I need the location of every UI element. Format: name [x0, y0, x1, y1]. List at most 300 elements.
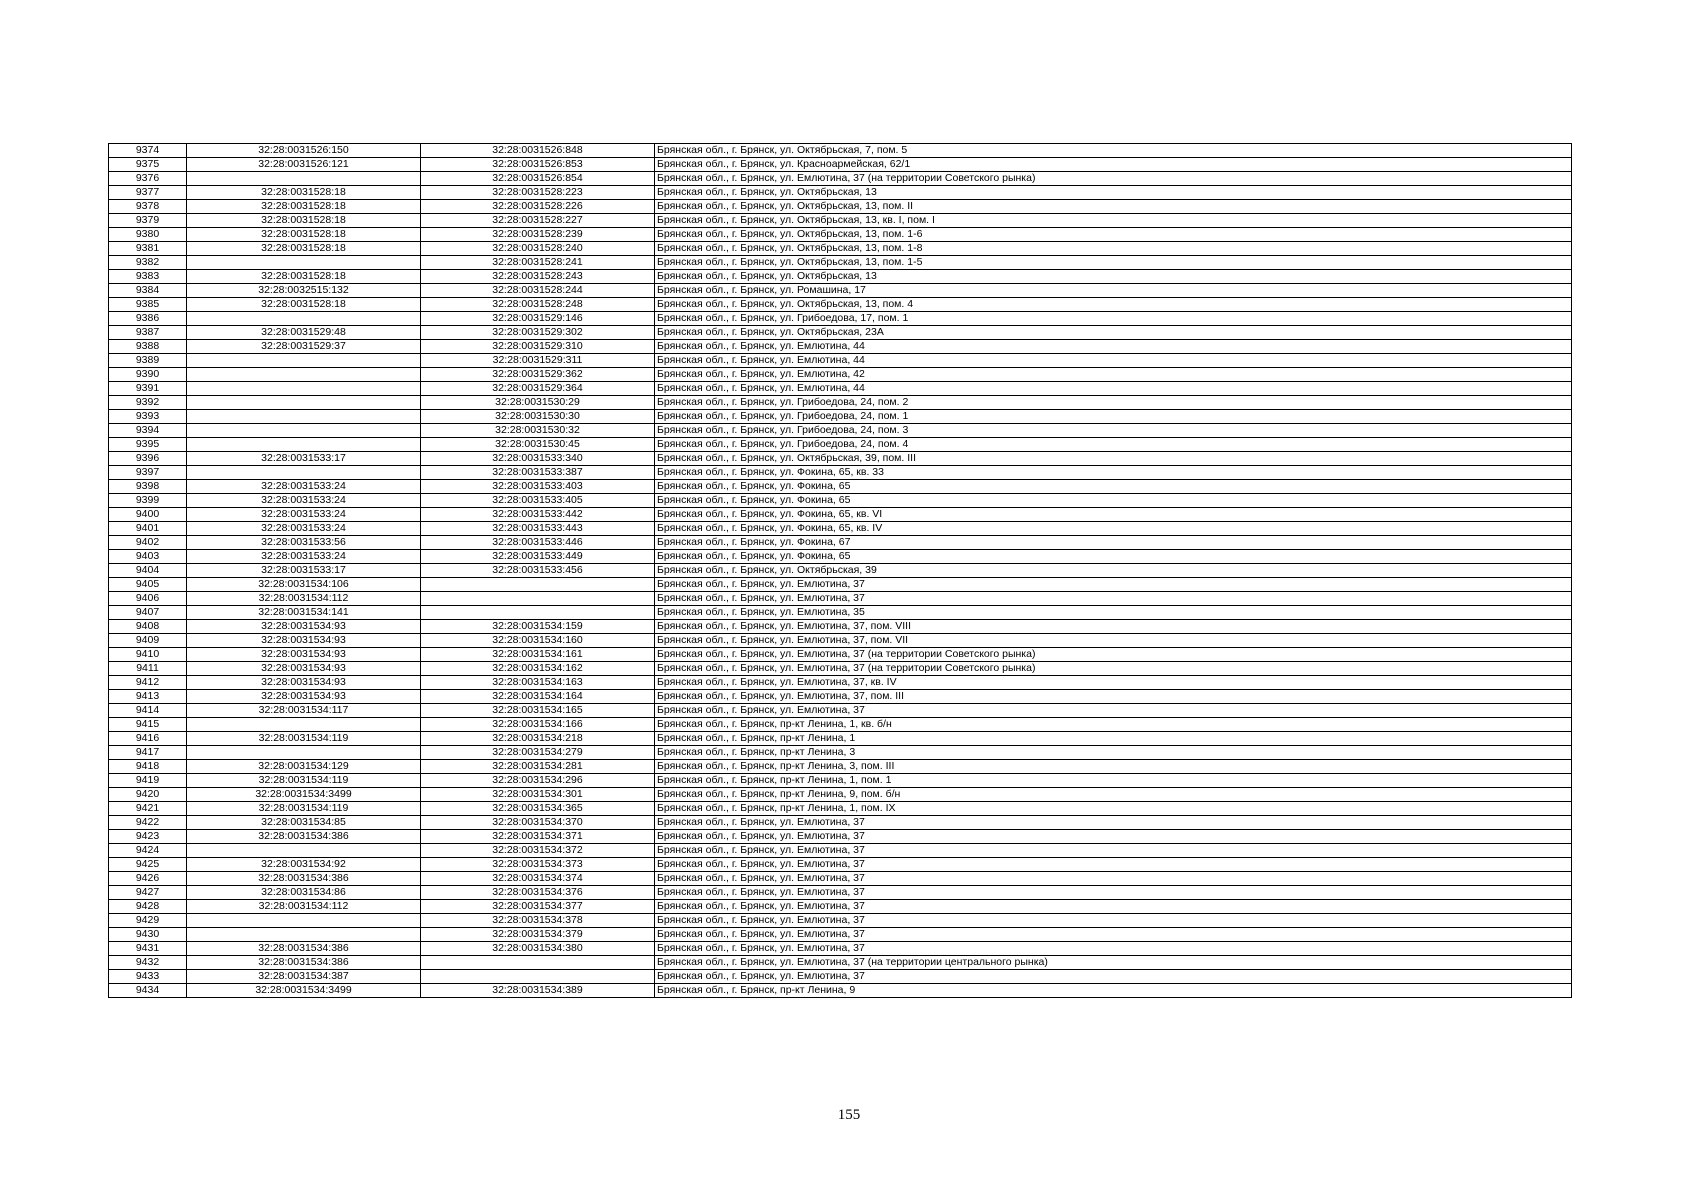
address-cell: Брянская обл., г. Брянск, ул. Октябрьская, 13, пом. 4	[655, 298, 1572, 312]
address-cell: Брянская обл., г. Брянск, ул. Октябрьская, 13, кв. I, пом. I	[655, 214, 1572, 228]
row-number-cell: 9376	[109, 172, 187, 186]
object-cadastral-number-cell	[421, 606, 655, 620]
object-cadastral-number-cell: 32:28:0031526:848	[421, 144, 655, 158]
object-cadastral-number-cell: 32:28:0031534:159	[421, 620, 655, 634]
land-cadastral-number-cell: 32:28:0031534:119	[187, 732, 421, 746]
land-cadastral-number-cell: 32:28:0031534:386	[187, 956, 421, 970]
object-cadastral-number-cell: 32:28:0031534:281	[421, 760, 655, 774]
address-cell: Брянская обл., г. Брянск, ул. Емлютина, 37	[655, 830, 1572, 844]
table-row	[109, 494, 1572, 508]
object-cadastral-number-cell: 32:28:0031533:456	[421, 564, 655, 578]
row-number-cell: 9388	[109, 340, 187, 354]
address-cell: Брянская обл., г. Брянск, ул. Емлютина, 37	[655, 942, 1572, 956]
land-cadastral-number-cell: 32:28:0031534:141	[187, 606, 421, 620]
row-number-cell: 9415	[109, 718, 187, 732]
table-row	[109, 452, 1572, 466]
row-number-cell: 9374	[109, 144, 187, 158]
land-cadastral-number-cell	[187, 718, 421, 732]
row-number-cell: 9379	[109, 214, 187, 228]
land-cadastral-number-cell: 32:28:0031533:24	[187, 550, 421, 564]
row-number-cell: 9425	[109, 858, 187, 872]
land-cadastral-number-cell	[187, 844, 421, 858]
row-number-cell: 9381	[109, 242, 187, 256]
object-cadastral-number-cell: 32:28:0031528:241	[421, 256, 655, 270]
table-row	[109, 956, 1572, 970]
address-cell: Брянская обл., г. Брянск, ул. Красноармейская, 62/1	[655, 158, 1572, 172]
address-cell: Брянская обл., г. Брянск, ул. Емлютина, 37	[655, 886, 1572, 900]
table-row	[109, 704, 1572, 718]
table-row	[109, 592, 1572, 606]
row-number-cell: 9422	[109, 816, 187, 830]
table-row	[109, 144, 1572, 158]
table-row	[109, 550, 1572, 564]
row-number-cell: 9431	[109, 942, 187, 956]
object-cadastral-number-cell: 32:28:0031534:370	[421, 816, 655, 830]
land-cadastral-number-cell: 32:28:0031534:93	[187, 648, 421, 662]
land-cadastral-number-cell: 32:28:0031534:93	[187, 634, 421, 648]
page-number: 155	[837, 1107, 861, 1123]
object-cadastral-number-cell: 32:28:0031533:449	[421, 550, 655, 564]
land-cadastral-number-cell: 32:28:0031533:24	[187, 480, 421, 494]
object-cadastral-number-cell: 32:28:0031534:162	[421, 662, 655, 676]
land-cadastral-number-cell	[187, 382, 421, 396]
row-number-cell: 9424	[109, 844, 187, 858]
address-cell: Брянская обл., г. Брянск, пр-кт Ленина, 9	[655, 984, 1572, 998]
object-cadastral-number-cell: 32:28:0031534:376	[421, 886, 655, 900]
table-row	[109, 410, 1572, 424]
table-row	[109, 396, 1572, 410]
object-cadastral-number-cell: 32:28:0031526:854	[421, 172, 655, 186]
address-cell: Брянская обл., г. Брянск, ул. Октябрьская, 13	[655, 186, 1572, 200]
object-cadastral-number-cell	[421, 592, 655, 606]
table-row	[109, 788, 1572, 802]
row-number-cell: 9378	[109, 200, 187, 214]
table-row	[109, 844, 1572, 858]
land-cadastral-number-cell	[187, 256, 421, 270]
row-number-cell: 9421	[109, 802, 187, 816]
land-cadastral-number-cell: 32:28:0031534:112	[187, 592, 421, 606]
object-cadastral-number-cell: 32:28:0031528:227	[421, 214, 655, 228]
object-cadastral-number-cell: 32:28:0031533:340	[421, 452, 655, 466]
object-cadastral-number-cell: 32:28:0031534:372	[421, 844, 655, 858]
table-row	[109, 228, 1572, 242]
address-cell: Брянская обл., г. Брянск, ул. Емлютина, 35	[655, 606, 1572, 620]
object-cadastral-number-cell: 32:28:0031533:443	[421, 522, 655, 536]
row-number-cell: 9396	[109, 452, 187, 466]
row-number-cell: 9382	[109, 256, 187, 270]
row-number-cell: 9399	[109, 494, 187, 508]
row-number-cell: 9417	[109, 746, 187, 760]
table-row	[109, 928, 1572, 942]
object-cadastral-number-cell	[421, 956, 655, 970]
object-cadastral-number-cell: 32:28:0031534:378	[421, 914, 655, 928]
table-row	[109, 760, 1572, 774]
address-cell: Брянская обл., г. Брянск, ул. Емлютина, 37 (на территории Советского рынка)	[655, 648, 1572, 662]
land-cadastral-number-cell: 32:28:0031528:18	[187, 228, 421, 242]
land-cadastral-number-cell	[187, 172, 421, 186]
address-cell: Брянская обл., г. Брянск, ул. Грибоедова, 24, пом. 3	[655, 424, 1572, 438]
object-cadastral-number-cell: 32:28:0031534:374	[421, 872, 655, 886]
object-cadastral-number-cell: 32:28:0031528:223	[421, 186, 655, 200]
table-row	[109, 802, 1572, 816]
address-cell: Брянская обл., г. Брянск, пр-кт Ленина, 1, пом. 1	[655, 774, 1572, 788]
land-cadastral-number-cell: 32:28:0031526:150	[187, 144, 421, 158]
address-cell: Брянская обл., г. Брянск, ул. Фокина, 65	[655, 480, 1572, 494]
table-row	[109, 914, 1572, 928]
table-row	[109, 312, 1572, 326]
object-cadastral-number-cell: 32:28:0031529:302	[421, 326, 655, 340]
address-cell: Брянская обл., г. Брянск, ул. Емлютина, 37, пом. III	[655, 690, 1572, 704]
address-cell: Брянская обл., г. Брянск, ул. Октябрьская, 13, пом. 1-8	[655, 242, 1572, 256]
object-cadastral-number-cell: 32:28:0031534:379	[421, 928, 655, 942]
address-cell: Брянская обл., г. Брянск, пр-кт Ленина, 3, пом. III	[655, 760, 1572, 774]
land-cadastral-number-cell: 32:28:0031534:3499	[187, 984, 421, 998]
table-row	[109, 858, 1572, 872]
table-row	[109, 634, 1572, 648]
table-row	[109, 158, 1572, 172]
row-number-cell: 9403	[109, 550, 187, 564]
object-cadastral-number-cell: 32:28:0031528:240	[421, 242, 655, 256]
row-number-cell: 9410	[109, 648, 187, 662]
table-row	[109, 508, 1572, 522]
row-number-cell: 9434	[109, 984, 187, 998]
land-cadastral-number-cell: 32:28:0031534:106	[187, 578, 421, 592]
row-number-cell: 9393	[109, 410, 187, 424]
land-cadastral-number-cell	[187, 312, 421, 326]
row-number-cell: 9408	[109, 620, 187, 634]
table-row	[109, 816, 1572, 830]
row-number-cell: 9402	[109, 536, 187, 550]
table-row	[109, 564, 1572, 578]
row-number-cell: 9377	[109, 186, 187, 200]
row-number-cell: 9406	[109, 592, 187, 606]
property-registry-table	[108, 143, 1572, 998]
object-cadastral-number-cell: 32:28:0031534:380	[421, 942, 655, 956]
row-number-cell: 9412	[109, 676, 187, 690]
land-cadastral-number-cell: 32:28:0031528:18	[187, 298, 421, 312]
row-number-cell: 9428	[109, 900, 187, 914]
row-number-cell: 9395	[109, 438, 187, 452]
row-number-cell: 9413	[109, 690, 187, 704]
table-row	[109, 886, 1572, 900]
row-number-cell: 9397	[109, 466, 187, 480]
table-row	[109, 620, 1572, 634]
land-cadastral-number-cell	[187, 410, 421, 424]
address-cell: Брянская обл., г. Брянск, ул. Емлютина, 37	[655, 914, 1572, 928]
table-row	[109, 872, 1572, 886]
land-cadastral-number-cell: 32:28:0031528:18	[187, 214, 421, 228]
object-cadastral-number-cell: 32:28:0031529:310	[421, 340, 655, 354]
row-number-cell: 9414	[109, 704, 187, 718]
row-number-cell: 9398	[109, 480, 187, 494]
land-cadastral-number-cell: 32:28:0031534:119	[187, 802, 421, 816]
table-row	[109, 648, 1572, 662]
object-cadastral-number-cell: 32:28:0031533:403	[421, 480, 655, 494]
address-cell: Брянская обл., г. Брянск, ул. Октябрьская, 13	[655, 270, 1572, 284]
address-cell: Брянская обл., г. Брянск, ул. Октябрьская, 13, пом. 1-6	[655, 228, 1572, 242]
land-cadastral-number-cell	[187, 746, 421, 760]
land-cadastral-number-cell: 32:28:0031534:129	[187, 760, 421, 774]
address-cell: Брянская обл., г. Брянск, ул. Емлютина, 37	[655, 578, 1572, 592]
table-row	[109, 480, 1572, 494]
land-cadastral-number-cell: 32:28:0031534:386	[187, 942, 421, 956]
address-cell: Брянская обл., г. Брянск, ул. Емлютина, 42	[655, 368, 1572, 382]
address-cell: Брянская обл., г. Брянск, ул. Фокина, 67	[655, 536, 1572, 550]
object-cadastral-number-cell: 32:28:0031534:373	[421, 858, 655, 872]
table-row	[109, 382, 1572, 396]
object-cadastral-number-cell: 32:28:0031529:311	[421, 354, 655, 368]
address-cell: Брянская обл., г. Брянск, ул. Емлютина, 37	[655, 970, 1572, 984]
row-number-cell: 9419	[109, 774, 187, 788]
row-number-cell: 9407	[109, 606, 187, 620]
address-cell: Брянская обл., г. Брянск, ул. Емлютина, 37 (на территории Советского рынка)	[655, 662, 1572, 676]
address-cell: Брянская обл., г. Брянск, ул. Октябрьская, 23А	[655, 326, 1572, 340]
land-cadastral-number-cell	[187, 368, 421, 382]
table-row	[109, 746, 1572, 760]
land-cadastral-number-cell: 32:28:0031534:117	[187, 704, 421, 718]
object-cadastral-number-cell: 32:28:0031534:166	[421, 718, 655, 732]
address-cell: Брянская обл., г. Брянск, ул. Емлютина, 37	[655, 858, 1572, 872]
object-cadastral-number-cell: 32:28:0031528:239	[421, 228, 655, 242]
land-cadastral-number-cell: 32:28:0031534:86	[187, 886, 421, 900]
address-cell: Брянская обл., г. Брянск, ул. Фокина, 65	[655, 550, 1572, 564]
table-row	[109, 900, 1572, 914]
address-cell: Брянская обл., г. Брянск, ул. Октябрьская, 39	[655, 564, 1572, 578]
address-cell: Брянская обл., г. Брянск, пр-кт Ленина, 9, пом. б/н	[655, 788, 1572, 802]
row-number-cell: 9423	[109, 830, 187, 844]
land-cadastral-number-cell: 32:28:0031528:18	[187, 270, 421, 284]
table-row	[109, 214, 1572, 228]
land-cadastral-number-cell: 32:28:0031534:93	[187, 620, 421, 634]
table-row	[109, 690, 1572, 704]
land-cadastral-number-cell: 32:28:0031534:3499	[187, 788, 421, 802]
row-number-cell: 9380	[109, 228, 187, 242]
object-cadastral-number-cell: 32:28:0031534:164	[421, 690, 655, 704]
address-cell: Брянская обл., г. Брянск, ул. Емлютина, 37	[655, 816, 1572, 830]
table-row	[109, 522, 1572, 536]
row-number-cell: 9426	[109, 872, 187, 886]
table-row	[109, 354, 1572, 368]
address-cell: Брянская обл., г. Брянск, пр-кт Ленина, 3	[655, 746, 1572, 760]
land-cadastral-number-cell	[187, 396, 421, 410]
address-cell: Брянская обл., г. Брянск, ул. Октябрьская, 7, пом. 5	[655, 144, 1572, 158]
address-cell: Брянская обл., г. Брянск, ул. Фокина, 65	[655, 494, 1572, 508]
object-cadastral-number-cell: 32:28:0031534:163	[421, 676, 655, 690]
table-row	[109, 830, 1572, 844]
land-cadastral-number-cell: 32:28:0031534:386	[187, 872, 421, 886]
object-cadastral-number-cell: 32:28:0031530:29	[421, 396, 655, 410]
land-cadastral-number-cell: 32:28:0031534:93	[187, 662, 421, 676]
land-cadastral-number-cell: 32:28:0031526:121	[187, 158, 421, 172]
table-row	[109, 662, 1572, 676]
address-cell: Брянская обл., г. Брянск, ул. Емлютина, 37 (на территории Советского рынка)	[655, 172, 1572, 186]
table-row	[109, 466, 1572, 480]
row-number-cell: 9433	[109, 970, 187, 984]
table-row	[109, 718, 1572, 732]
object-cadastral-number-cell: 32:28:0031534:371	[421, 830, 655, 844]
table-row	[109, 284, 1572, 298]
address-cell: Брянская обл., г. Брянск, ул. Октябрьская, 13, пом. 1-5	[655, 256, 1572, 270]
address-cell: Брянская обл., г. Брянск, ул. Емлютина, 37, пом. VII	[655, 634, 1572, 648]
address-cell: Брянская обл., г. Брянск, ул. Октябрьская, 39, пом. III	[655, 452, 1572, 466]
land-cadastral-number-cell: 32:28:0031529:37	[187, 340, 421, 354]
table-row	[109, 676, 1572, 690]
land-cadastral-number-cell: 32:28:0031534:93	[187, 676, 421, 690]
row-number-cell: 9385	[109, 298, 187, 312]
object-cadastral-number-cell: 32:28:0031534:296	[421, 774, 655, 788]
address-cell: Брянская обл., г. Брянск, ул. Емлютина, 44	[655, 340, 1572, 354]
address-cell: Брянская обл., г. Брянск, ул. Емлютина, 37 (на территории центрального рынка)	[655, 956, 1572, 970]
land-cadastral-number-cell: 32:28:0031534:112	[187, 900, 421, 914]
row-number-cell: 9383	[109, 270, 187, 284]
row-number-cell: 9400	[109, 508, 187, 522]
object-cadastral-number-cell: 32:28:0031533:442	[421, 508, 655, 522]
row-number-cell: 9418	[109, 760, 187, 774]
land-cadastral-number-cell: 32:28:0031534:387	[187, 970, 421, 984]
table-row	[109, 942, 1572, 956]
object-cadastral-number-cell: 32:28:0031530:30	[421, 410, 655, 424]
address-cell: Брянская обл., г. Брянск, ул. Ромашина, 17	[655, 284, 1572, 298]
land-cadastral-number-cell: 32:28:0031533:56	[187, 536, 421, 550]
row-number-cell: 9392	[109, 396, 187, 410]
row-number-cell: 9411	[109, 662, 187, 676]
table-row	[109, 270, 1572, 284]
table-row	[109, 298, 1572, 312]
table-row	[109, 774, 1572, 788]
row-number-cell: 9416	[109, 732, 187, 746]
object-cadastral-number-cell	[421, 970, 655, 984]
land-cadastral-number-cell: 32:28:0031533:17	[187, 452, 421, 466]
row-number-cell: 9404	[109, 564, 187, 578]
object-cadastral-number-cell: 32:28:0031530:32	[421, 424, 655, 438]
land-cadastral-number-cell	[187, 438, 421, 452]
row-number-cell: 9394	[109, 424, 187, 438]
land-cadastral-number-cell: 32:28:0031533:24	[187, 508, 421, 522]
row-number-cell: 9386	[109, 312, 187, 326]
table-row	[109, 172, 1572, 186]
object-cadastral-number-cell: 32:28:0031528:226	[421, 200, 655, 214]
object-cadastral-number-cell: 32:28:0031534:365	[421, 802, 655, 816]
land-cadastral-number-cell: 32:28:0031533:24	[187, 494, 421, 508]
row-number-cell: 9391	[109, 382, 187, 396]
table-row	[109, 606, 1572, 620]
land-cadastral-number-cell: 32:28:0031529:48	[187, 326, 421, 340]
object-cadastral-number-cell: 32:28:0031528:243	[421, 270, 655, 284]
address-cell: Брянская обл., г. Брянск, ул. Октябрьская, 13, пом. II	[655, 200, 1572, 214]
row-number-cell: 9390	[109, 368, 187, 382]
land-cadastral-number-cell: 32:28:0031534:93	[187, 690, 421, 704]
address-cell: Брянская обл., г. Брянск, ул. Емлютина, 37	[655, 928, 1572, 942]
object-cadastral-number-cell: 32:28:0031530:45	[421, 438, 655, 452]
row-number-cell: 9375	[109, 158, 187, 172]
address-cell: Брянская обл., г. Брянск, пр-кт Ленина, 1, пом. IX	[655, 802, 1572, 816]
registry-table-body	[109, 144, 1572, 998]
land-cadastral-number-cell: 32:28:0031534:386	[187, 830, 421, 844]
land-cadastral-number-cell: 32:28:0031528:18	[187, 200, 421, 214]
address-cell: Брянская обл., г. Брянск, ул. Грибоедова, 24, пом. 2	[655, 396, 1572, 410]
object-cadastral-number-cell: 32:28:0031526:853	[421, 158, 655, 172]
table-row	[109, 186, 1572, 200]
land-cadastral-number-cell: 32:28:0031528:18	[187, 186, 421, 200]
object-cadastral-number-cell: 32:28:0031534:389	[421, 984, 655, 998]
address-cell: Брянская обл., г. Брянск, ул. Грибоедова, 24, пом. 1	[655, 410, 1572, 424]
row-number-cell: 9401	[109, 522, 187, 536]
address-cell: Брянская обл., г. Брянск, ул. Емлютина, 37	[655, 844, 1572, 858]
land-cadastral-number-cell	[187, 424, 421, 438]
table-row	[109, 536, 1572, 550]
object-cadastral-number-cell: 32:28:0031529:364	[421, 382, 655, 396]
land-cadastral-number-cell: 32:28:0032515:132	[187, 284, 421, 298]
table-row	[109, 242, 1572, 256]
row-number-cell: 9384	[109, 284, 187, 298]
table-row	[109, 970, 1572, 984]
object-cadastral-number-cell: 32:28:0031529:146	[421, 312, 655, 326]
object-cadastral-number-cell: 32:28:0031534:279	[421, 746, 655, 760]
address-cell: Брянская обл., г. Брянск, ул. Емлютина, 44	[655, 354, 1572, 368]
table-row	[109, 340, 1572, 354]
table-row	[109, 424, 1572, 438]
row-number-cell: 9387	[109, 326, 187, 340]
address-cell: Брянская обл., г. Брянск, пр-кт Ленина, 1, кв. б/н	[655, 718, 1572, 732]
object-cadastral-number-cell: 32:28:0031534:301	[421, 788, 655, 802]
table-row	[109, 438, 1572, 452]
table-row	[109, 578, 1572, 592]
land-cadastral-number-cell	[187, 914, 421, 928]
table-row	[109, 256, 1572, 270]
land-cadastral-number-cell: 32:28:0031534:85	[187, 816, 421, 830]
land-cadastral-number-cell: 32:28:0031533:24	[187, 522, 421, 536]
object-cadastral-number-cell: 32:28:0031529:362	[421, 368, 655, 382]
row-number-cell: 9405	[109, 578, 187, 592]
object-cadastral-number-cell: 32:28:0031534:161	[421, 648, 655, 662]
land-cadastral-number-cell: 32:28:0031528:18	[187, 242, 421, 256]
row-number-cell: 9429	[109, 914, 187, 928]
object-cadastral-number-cell: 32:28:0031533:387	[421, 466, 655, 480]
table-row	[109, 200, 1572, 214]
address-cell: Брянская обл., г. Брянск, ул. Фокина, 65, кв. 33	[655, 466, 1572, 480]
table-row	[109, 984, 1572, 998]
land-cadastral-number-cell: 32:28:0031534:119	[187, 774, 421, 788]
row-number-cell: 9420	[109, 788, 187, 802]
address-cell: Брянская обл., г. Брянск, ул. Емлютина, 37, пом. VIII	[655, 620, 1572, 634]
object-cadastral-number-cell: 32:28:0031534:218	[421, 732, 655, 746]
address-cell: Брянская обл., г. Брянск, ул. Грибоедова, 24, пом. 4	[655, 438, 1572, 452]
object-cadastral-number-cell: 32:28:0031534:165	[421, 704, 655, 718]
address-cell: Брянская обл., г. Брянск, ул. Емлютина, 37, кв. IV	[655, 676, 1572, 690]
address-cell: Брянская обл., г. Брянск, ул. Фокина, 65, кв. VI	[655, 508, 1572, 522]
land-cadastral-number-cell	[187, 928, 421, 942]
object-cadastral-number-cell: 32:28:0031534:160	[421, 634, 655, 648]
object-cadastral-number-cell: 32:28:0031528:248	[421, 298, 655, 312]
address-cell: Брянская обл., г. Брянск, ул. Фокина, 65, кв. IV	[655, 522, 1572, 536]
address-cell: Брянская обл., г. Брянск, пр-кт Ленина, 1	[655, 732, 1572, 746]
address-cell: Брянская обл., г. Брянск, ул. Емлютина, 37	[655, 704, 1572, 718]
address-cell: Брянская обл., г. Брянск, ул. Емлютина, 37	[655, 872, 1572, 886]
land-cadastral-number-cell: 32:28:0031533:17	[187, 564, 421, 578]
row-number-cell: 9409	[109, 634, 187, 648]
object-cadastral-number-cell	[421, 578, 655, 592]
object-cadastral-number-cell: 32:28:0031533:446	[421, 536, 655, 550]
row-number-cell: 9427	[109, 886, 187, 900]
table-row	[109, 326, 1572, 340]
table-row	[109, 368, 1572, 382]
object-cadastral-number-cell: 32:28:0031534:377	[421, 900, 655, 914]
row-number-cell: 9432	[109, 956, 187, 970]
address-cell: Брянская обл., г. Брянск, ул. Емлютина, 37	[655, 900, 1572, 914]
address-cell: Брянская обл., г. Брянск, ул. Грибоедова, 17, пом. 1	[655, 312, 1572, 326]
land-cadastral-number-cell	[187, 354, 421, 368]
object-cadastral-number-cell: 32:28:0031528:244	[421, 284, 655, 298]
